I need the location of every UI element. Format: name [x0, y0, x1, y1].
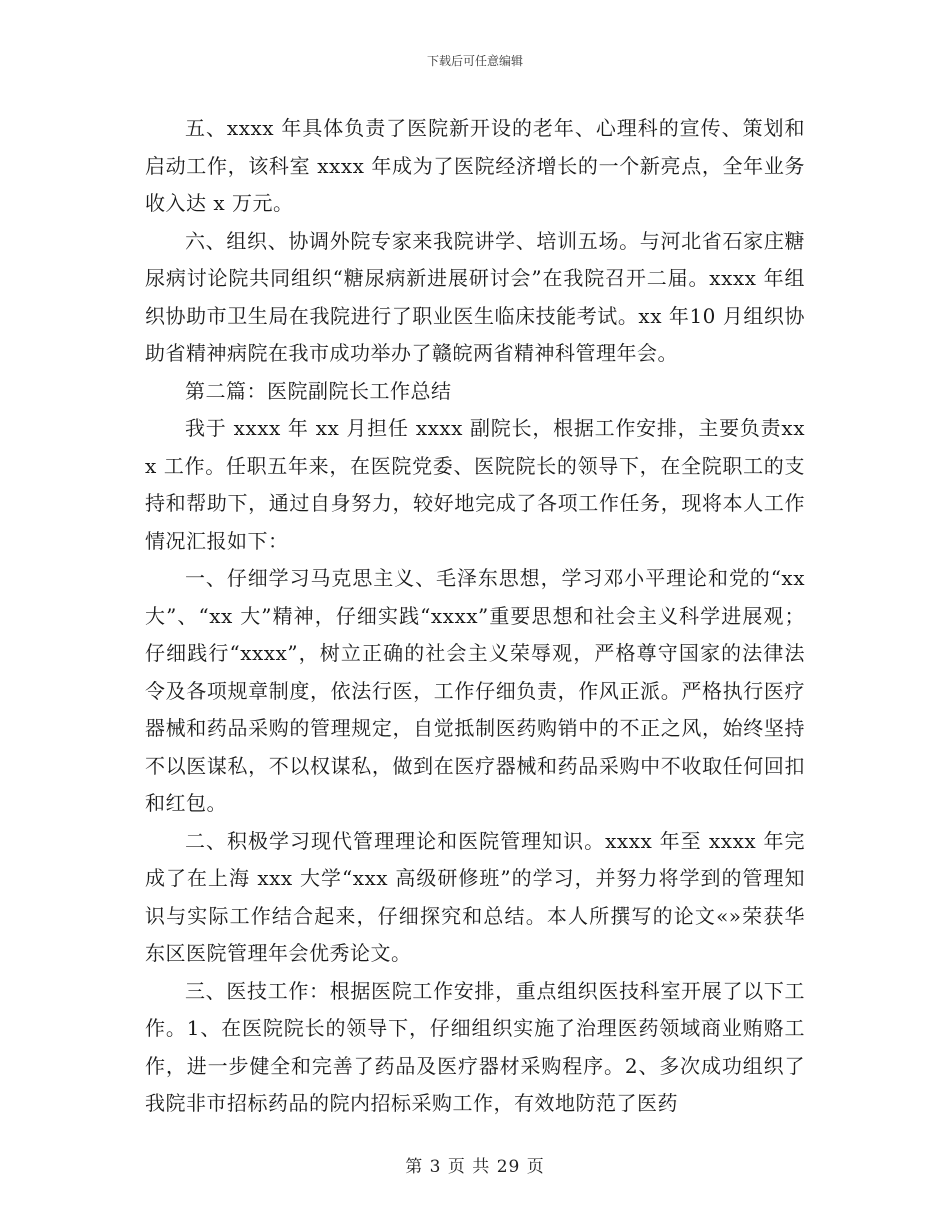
- paragraph-point-2: 二、积极学习现代管理理论和医院管理知识。xxxx 年至 xxxx 年完成了在上海 xxx 大学“xxx 高级研修班”的学习，并努力将学到的管理知识与实际工作结合起来，仔细探究和总结。本人所撰写的论文«»荣获华东区医院管理年会优秀论文。: [145, 828, 805, 965]
- section-title: 第二篇：医院副院长工作总结: [185, 378, 452, 403]
- paragraph-point-3: 三、医技工作：根据医院工作安排，重点组织医技科室开展了以下工作。1、在医院院长的领导下，仔细组织实施了治理医药领域商业贿赂工作，进一步健全和完善了药品及医疗器材采购程序。2、多次成功组织了我院非市招标药品的院内招标采购工作，有效地防范了医药: [145, 978, 805, 1115]
- paragraph-point-1: 一、仔细学习马克思主义、毛泽东思想，学习邓小平理论和党的“xx 大”、“xx 大”精神，仔细实践“xxxx”重要思想和社会主义科学进展观；仔细践行“xxxx”，树立正确的社会主义荣辱观，严格尊守国家的法律法令及各项规章制度，依法行医，工作仔细负责，作风正派。严格执行医疗器械和药品采购的管理规定，自觉抵制医药购销中的不正之风，始终坚持不以医谋私，不以权谋私，做到在医疗器械和药品采购中不收取任何回扣和红包。: [145, 566, 805, 815]
- document-body: [145, 110, 805, 1123]
- page-number-footer: 第 3 页 共 29 页: [405, 1157, 545, 1177]
- page-header: 下载后可任意编辑: [426, 54, 523, 68]
- paragraph-item-6: 六、组织、协调外院专家来我院讲学、培训五场。与河北省石家庄糖尿病讨论院共同组织“糖尿病新进展研讨会”在我院召开二届。xxxx 年组织协助市卫生局在我院进行了职业医生临床技能考试。xx 年10 月组织协助省精神病院在我市成功举办了赣皖两省精神科管理年会。: [145, 228, 805, 365]
- paragraph-item-5: 五、xxxx 年具体负责了医院新开设的老年、心理科的宣传、策划和启动工作，该科室 xxxx 年成为了医院经济增长的一个新亮点，全年业务收入达 x 万元。: [145, 116, 805, 215]
- paragraph-intro: 我于 xxxx 年 xx 月担任 xxxx 副院长，根据工作安排，主要负责xxx 工作。任职五年来，在医院党委、医院院长的领导下，在全院职工的支持和帮助下，通过自身努力，较好地完成了各项工作任务，现将本人工作情况汇报如下：: [145, 416, 805, 553]
